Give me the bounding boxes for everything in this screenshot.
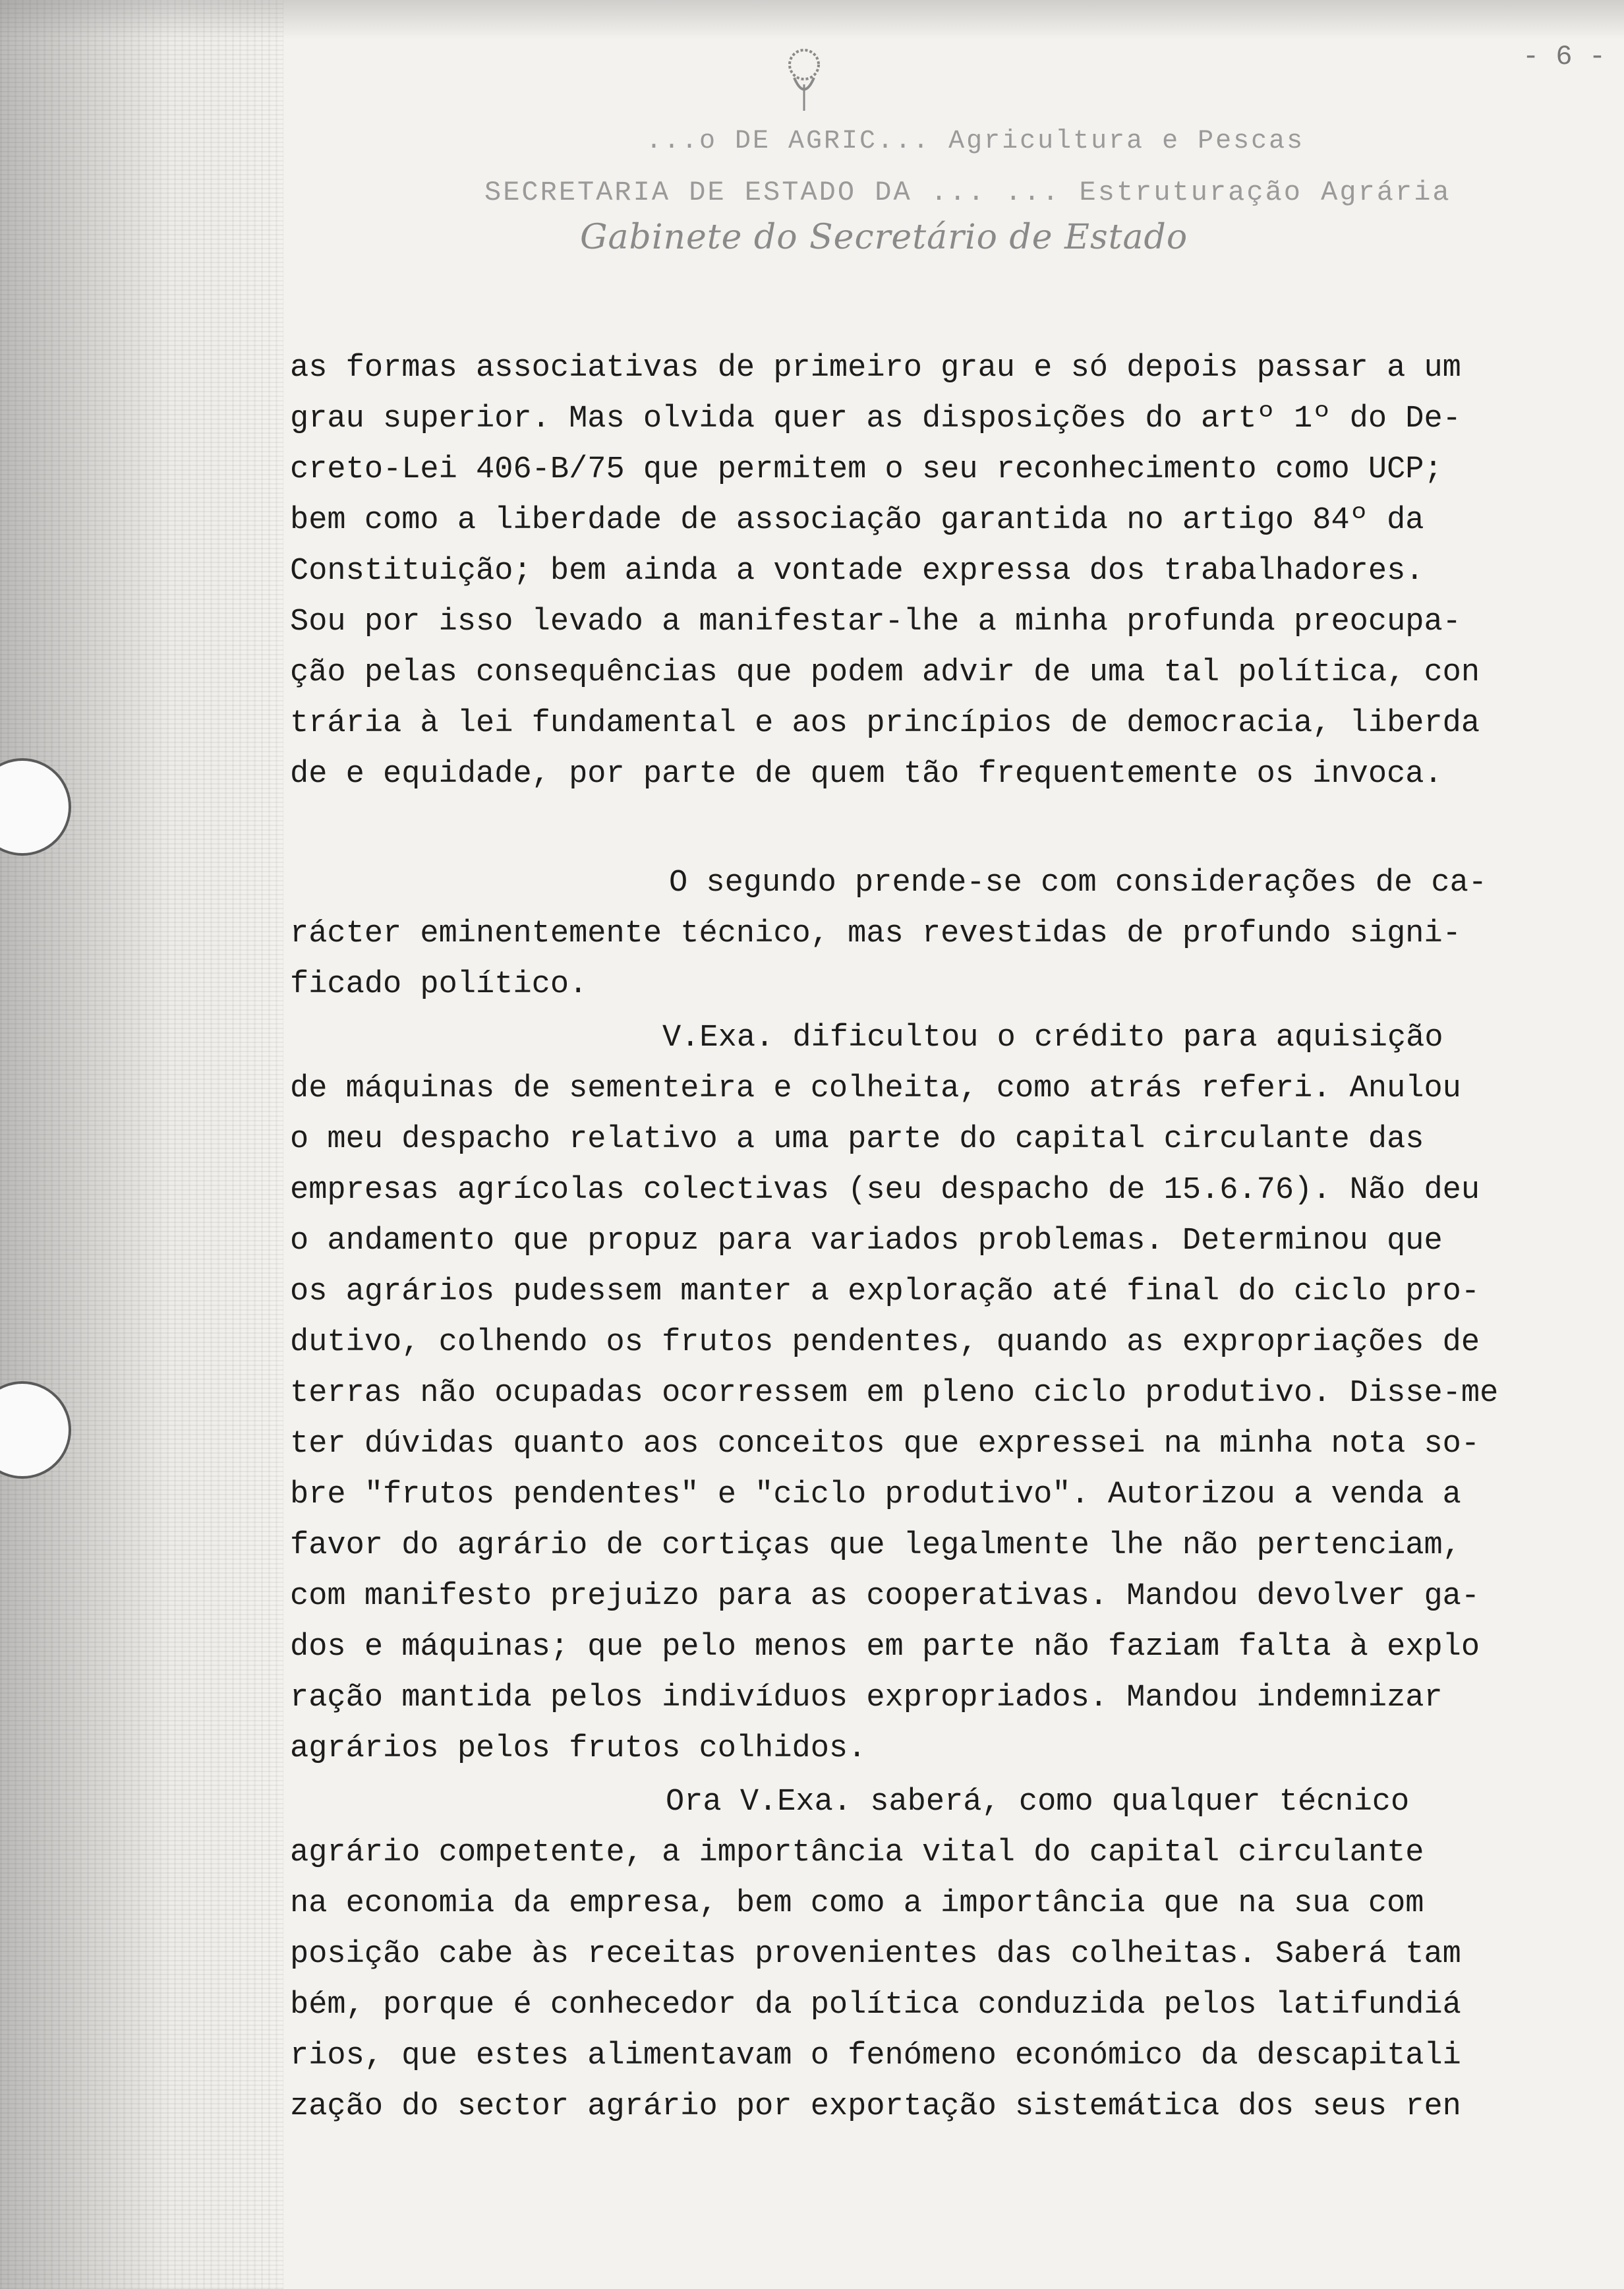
text-line: rácter eminentemente técnico, mas revestidas de profundo signi- — [290, 916, 1461, 951]
text-line: agrários pelos frutos colhidos. — [290, 1731, 867, 1766]
text-line: com manifesto prejuizo para as cooperativas. Mandou devolver ga- — [290, 1579, 1480, 1614]
paragraph-4 — [290, 1777, 1582, 2132]
text-line: dos e máquinas; que pelo menos em parte não faziam falta à explo — [290, 1630, 1480, 1665]
paragraph-1 — [290, 343, 1582, 800]
text-line: trária à lei fundamental e aos princípios de democracia, liberda — [290, 706, 1480, 741]
text-line: rios, que estes alimentavam o fenómeno económico da descapitali — [290, 2038, 1461, 2073]
text-line: na economia da empresa, bem como a importância que na sua com — [290, 1886, 1424, 1921]
text-line: o andamento que propuz para variados problemas. Determinou que — [290, 1224, 1443, 1259]
text-line: favor do agrário de cortiças que legalmente lhe não pertenciam, — [290, 1528, 1461, 1563]
text-line: os agrários pudessem manter a exploração até final do ciclo pro- — [290, 1274, 1480, 1309]
text-line: Sou por isso levado a manifestar-lhe a minha profunda preocupa- — [290, 605, 1461, 639]
ministry-header: ...o DE AGRIC... Agricultura e Pescas — [646, 127, 1305, 156]
text-line: V.Exa. dificultou o crédito para aquisição — [662, 1021, 1443, 1055]
text-line: zação do sector agrário por exportação sistemática dos seus ren — [290, 2089, 1461, 2124]
text-line: ção pelas consequências que podem advir de uma tal política, con — [290, 655, 1480, 690]
text-line: as formas associativas de primeiro grau e só depois passar a um — [290, 351, 1461, 386]
text-line: bre "frutos pendentes" e "ciclo produtivo". Autorizou a venda a — [290, 1477, 1461, 1512]
text-line: terras não ocupadas ocorressem em pleno ciclo produtivo. Disse-me — [290, 1376, 1499, 1411]
coat-of-arms-icon — [765, 38, 844, 117]
cabinet-handwritten-header: Gabinete do Secretário de Estado — [580, 218, 1188, 257]
text-line: bem como a liberdade de associação garantida no artigo 84º da — [290, 503, 1424, 538]
paragraph-3 — [290, 1013, 1582, 1774]
text-line: ração mantida pelos indivíduos expropriados. Mandou indemnizar — [290, 1680, 1443, 1715]
text-line: dutivo, colhendo os frutos pendentes, quando as expropriações de — [290, 1325, 1480, 1360]
text-line: posição cabe às receitas provenientes das colheitas. Saberá tam — [290, 1937, 1461, 1972]
paragraph-2 — [290, 858, 1582, 1010]
text-line: creto-Lei 406-B/75 que permitem o seu reconhecimento como UCP; — [290, 452, 1443, 487]
text-line: bém, porque é conhecedor da política conduzida pelos latifundiá — [290, 1988, 1461, 2023]
text-line: ficado político. — [290, 967, 588, 1002]
text-line: grau superior. Mas olvida quer as disposições do artº 1º do De- — [290, 401, 1461, 436]
page-number: - 6 - — [1522, 41, 1606, 73]
text-line: de máquinas de sementeira e colheita, como atrás referi. Anulou — [290, 1071, 1461, 1106]
text-line: agrário competente, a importância vital do capital circulante — [290, 1835, 1424, 1870]
scan-edge-noise — [0, 0, 283, 2289]
text-line: empresas agrícolas colectivas (seu despacho de 15.6.76). Não deu — [290, 1173, 1480, 1208]
scan-top-noise — [0, 0, 1624, 40]
secretariat-header: SECRETARIA DE ESTADO DA ... ... Estruturação Agrária — [484, 177, 1451, 208]
text-line: o meu despacho relativo a uma parte do capital circulante das — [290, 1122, 1424, 1157]
text-line: Ora V.Exa. saberá, como qualquer técnico — [666, 1785, 1410, 1820]
text-line: de e equidade, por parte de quem tão frequentemente os invoca. — [290, 757, 1443, 792]
text-line: Constituição; bem ainda a vontade expressa dos trabalhadores. — [290, 554, 1424, 589]
letter-body — [290, 343, 1582, 2132]
text-line: ter dúvidas quanto aos conceitos que expressei na minha nota so- — [290, 1427, 1480, 1462]
text-line: O segundo prende-se com considerações de ca- — [669, 866, 1488, 901]
